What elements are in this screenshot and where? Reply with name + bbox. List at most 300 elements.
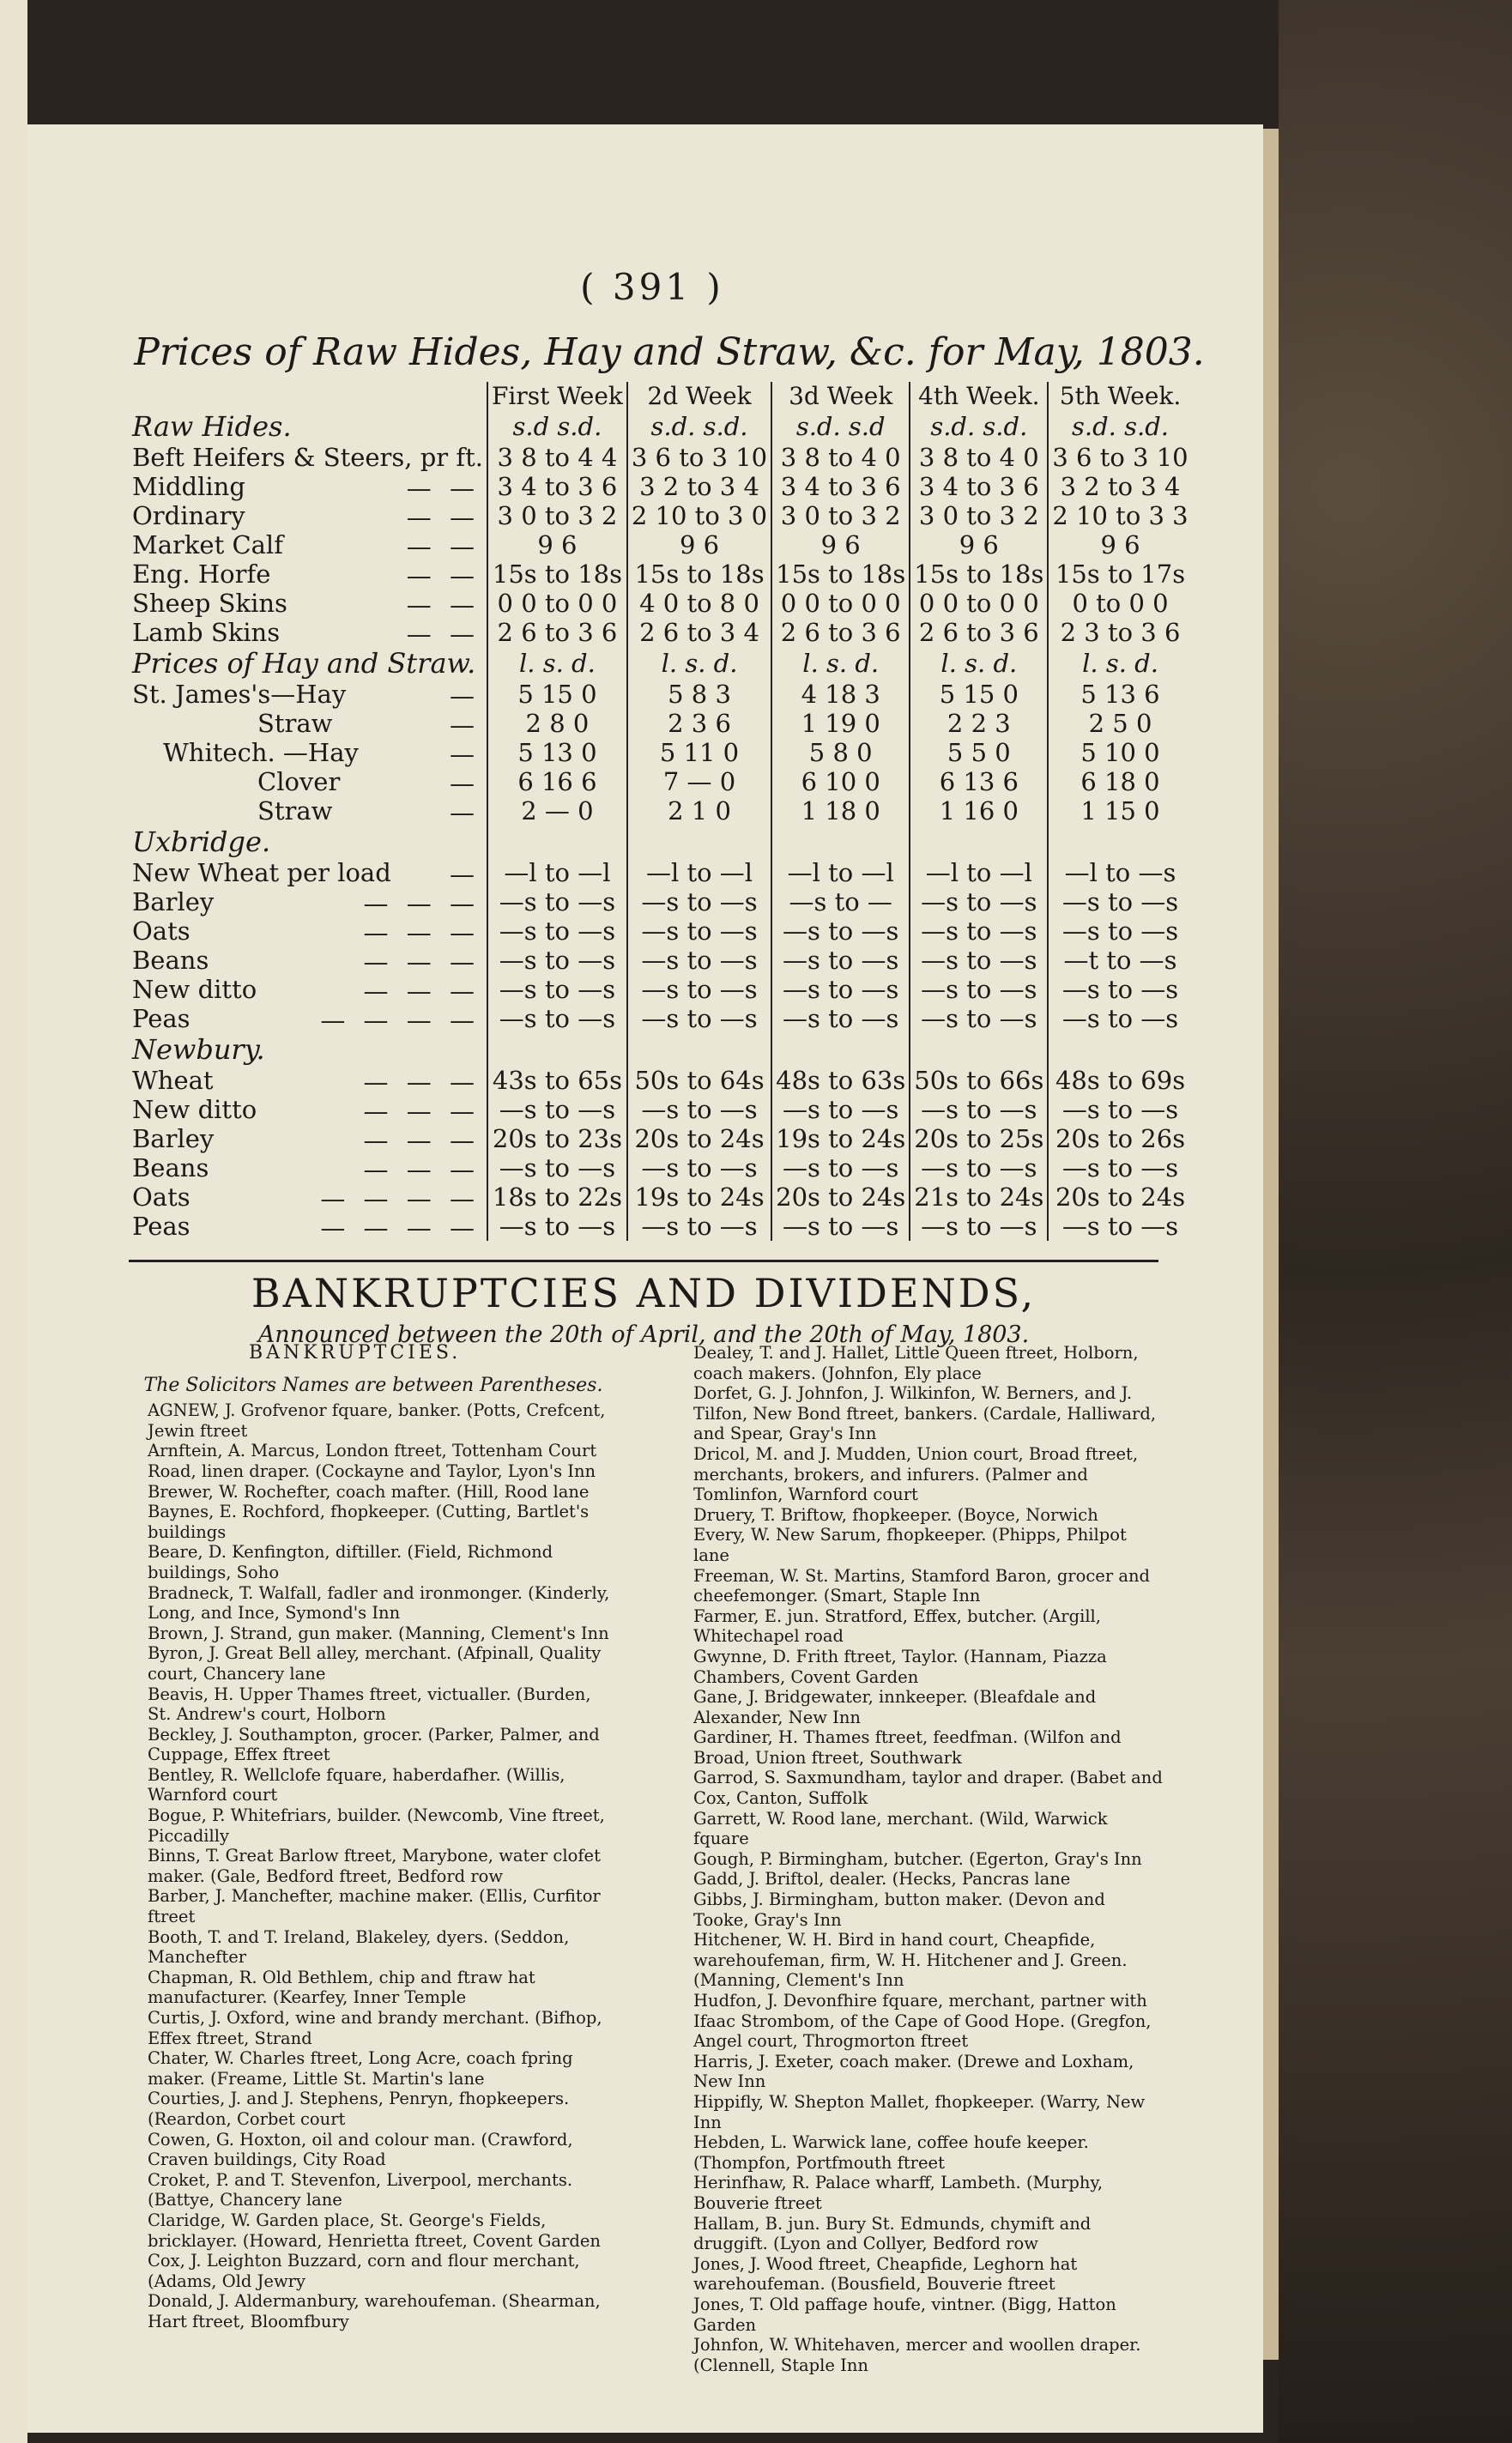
price-cell: 3 4 to 3 6 bbox=[487, 472, 627, 501]
price-cell: —s to —s bbox=[487, 916, 627, 946]
unit-label: s.d. s.d. bbox=[910, 410, 1048, 443]
price-row bbox=[129, 796, 1192, 825]
price-cell: —s to —s bbox=[1048, 916, 1191, 946]
price-cell: 2 3 to 3 6 bbox=[1048, 618, 1191, 647]
price-row bbox=[129, 618, 1192, 647]
price-cell: 2 6 to 3 6 bbox=[487, 618, 627, 647]
leader-dashes: — — — bbox=[363, 1155, 480, 1184]
row-label: Beans bbox=[132, 1153, 209, 1182]
bankruptcy-entry: Dorfet, G. J. Johnfon, J. Wilkinfon, W. Berners, and J. Tilfon, New Bond ftreet, bankers. (Cardale, Halliward, and Spear, Gray's Inn bbox=[693, 1383, 1157, 1444]
bankruptcy-entry: Garrod, S. Saxmundham, taylor and draper. (Babet and Cox, Canton, Suffolk bbox=[693, 1768, 1163, 1809]
price-row bbox=[129, 1212, 1192, 1241]
price-cell: —s to —s bbox=[771, 946, 910, 975]
price-cell: —s to —s bbox=[627, 887, 771, 916]
leader-dashes: — — — bbox=[363, 1126, 480, 1155]
price-cell: 20s to 24s bbox=[771, 1182, 910, 1212]
leader-dashes: — — — bbox=[363, 918, 480, 947]
price-cell: 2 6 to 3 4 bbox=[627, 618, 771, 647]
price-cell: 15s to 18s bbox=[627, 559, 771, 589]
bankruptcies-left-column bbox=[129, 1343, 618, 2332]
row-label: New Wheat per load bbox=[132, 858, 391, 887]
row-label-cell bbox=[129, 1066, 487, 1095]
bankruptcy-entry: Garrett, W. Rood lane, merchant. (Wild, Warwick fquare bbox=[693, 1808, 1108, 1849]
bankruptcies-title: BANKRUPTCIES AND DIVIDENDS, bbox=[251, 1270, 1037, 1316]
bankruptcy-entry: Arnftein, A. Marcus, London ftreet, Tottenham Court Road, linen draper. (Cockayne and Taylor, Lyon's Inn bbox=[148, 1441, 597, 1481]
bankruptcy-entry: Hitchener, W. H. Bird in hand court, Cheapfide, warehoufeman, firm, W. H. Hitchener and J. Green. (Manning, Clement's Inn bbox=[693, 1930, 1128, 1991]
price-row bbox=[129, 1004, 1192, 1033]
bankruptcy-entry: Every, W. New Sarum, fhopkeeper. (Phipps, Philpot lane bbox=[693, 1525, 1127, 1565]
price-cell: 50s to 66s bbox=[910, 1066, 1048, 1095]
price-cell: 2 6 to 3 6 bbox=[910, 618, 1048, 647]
week-header: 2d Week bbox=[627, 382, 771, 410]
price-cell: 5 13 0 bbox=[487, 738, 627, 767]
price-cell: 1 19 0 bbox=[771, 709, 910, 738]
section-row bbox=[129, 825, 1192, 858]
section-row bbox=[129, 1033, 1192, 1066]
week-header-row bbox=[129, 382, 1192, 410]
bankruptcy-entry: Cox, J. Leighton Buzzard, corn and flour merchant, (Adams, Old Jewry bbox=[148, 2251, 580, 2291]
bankruptcy-entry: Gane, J. Bridgewater, innkeeper. (Bleafdale and Alexander, New Inn bbox=[693, 1687, 1097, 1727]
bankruptcy-entry: Binns, T. Great Barlow ftreet, Marybone, water clofet maker. (Gale, Bedford ftreet, Bedford row bbox=[148, 1846, 601, 1886]
price-cell: 15s to 18s bbox=[910, 559, 1048, 589]
bankruptcy-entry: Herinfhaw, R. Palace wharff, Lambeth. (Murphy, Bouverie ftreet bbox=[693, 2173, 1104, 2213]
row-label: Ordinary bbox=[132, 501, 245, 530]
unit-label: s.d. s.d. bbox=[627, 410, 771, 443]
row-label-cell bbox=[129, 858, 487, 887]
price-cell: —s to —s bbox=[1048, 1095, 1191, 1124]
price-cell: —s to —s bbox=[910, 1212, 1048, 1241]
price-cell: 5 8 3 bbox=[627, 680, 771, 709]
leader-dashes: — — bbox=[406, 474, 480, 503]
price-cell: —s to —s bbox=[771, 975, 910, 1004]
row-label: Lamb Skins bbox=[132, 618, 281, 647]
row-label: New ditto bbox=[132, 1095, 257, 1124]
price-cell: —s to —s bbox=[910, 1153, 1048, 1182]
price-cell: 3 0 to 3 2 bbox=[910, 501, 1048, 530]
leader-dashes: — bbox=[449, 681, 480, 711]
unit-label: l. s. d. bbox=[771, 647, 910, 680]
price-cell: —l to —s bbox=[1048, 858, 1191, 887]
bankruptcy-list-left bbox=[129, 1400, 618, 2331]
bankruptcy-entry: Claridge, W. Garden place, St. George's Fields, bricklayer. (Howard, Henrietta ftreet, Covent Garden bbox=[148, 2210, 601, 2251]
section-row bbox=[129, 647, 1192, 680]
price-cell: 6 18 0 bbox=[1048, 767, 1191, 796]
price-cell: 3 2 to 3 4 bbox=[627, 472, 771, 501]
price-row bbox=[129, 916, 1192, 946]
bankruptcy-entry: Hippifly, W. Shepton Mallet, fhopkeeper. (Warry, New Inn bbox=[693, 2091, 1146, 2132]
row-label: Clover bbox=[257, 767, 341, 796]
price-cell: —s to —s bbox=[627, 975, 771, 1004]
unit-label: l. s. d. bbox=[1048, 647, 1191, 680]
bankruptcy-entry: Beare, D. Kenfington, diftiller. (Field, Richmond buildings, Soho bbox=[148, 1542, 553, 1582]
price-cell: 15s to 18s bbox=[487, 559, 627, 589]
price-cell: 9 6 bbox=[487, 530, 627, 559]
price-cell: —s to —s bbox=[910, 975, 1048, 1004]
price-cell: 5 15 0 bbox=[487, 680, 627, 709]
price-cell: 6 13 6 bbox=[910, 767, 1048, 796]
leader-dashes: — bbox=[449, 860, 480, 889]
row-label-cell bbox=[129, 443, 487, 472]
price-cell: 3 0 to 3 2 bbox=[487, 501, 627, 530]
price-cell: 9 6 bbox=[910, 530, 1048, 559]
row-label-cell bbox=[129, 1182, 487, 1212]
price-row bbox=[129, 975, 1192, 1004]
price-cell: 5 5 0 bbox=[910, 738, 1048, 767]
price-cell: 20s to 23s bbox=[487, 1124, 627, 1153]
leader-dashes: — — — bbox=[363, 977, 480, 1006]
price-cell: 2 10 to 3 0 bbox=[627, 501, 771, 530]
price-row bbox=[129, 501, 1192, 530]
price-cell: —s to —s bbox=[487, 1153, 627, 1182]
row-label-cell bbox=[129, 916, 487, 946]
section-heading: Prices of Hay and Straw. bbox=[132, 647, 476, 680]
price-cell: —t to —s bbox=[1048, 946, 1191, 975]
price-cell: 5 10 0 bbox=[1048, 738, 1191, 767]
price-cell: —s to —s bbox=[487, 946, 627, 975]
price-cell: 43s to 65s bbox=[487, 1066, 627, 1095]
solicitors-note: The Solicitors Names are between Parentheses. bbox=[143, 1374, 603, 1396]
price-cell: —s to —s bbox=[910, 916, 1048, 946]
price-cell: 3 8 to 4 0 bbox=[910, 443, 1048, 472]
price-cell: 1 16 0 bbox=[910, 796, 1048, 825]
price-cell: 7 — 0 bbox=[627, 767, 771, 796]
unit-label: s.d. s.d. bbox=[1048, 410, 1191, 443]
leader-dashes: — — bbox=[406, 532, 480, 561]
price-cell: 3 4 to 3 6 bbox=[910, 472, 1048, 501]
price-cell: —s to —s bbox=[627, 1095, 771, 1124]
leader-dashes: — — bbox=[406, 561, 480, 590]
section-heading: Uxbridge. bbox=[132, 825, 271, 858]
bankruptcy-entry: Chapman, R. Old Bethlem, chip and ftraw hat manufacturer. (Kearfey, Inner Temple bbox=[148, 1967, 535, 2008]
price-cell: 6 10 0 bbox=[771, 767, 910, 796]
marbled-cover bbox=[1279, 0, 1512, 2443]
bankruptcy-entry: Harris, J. Exeter, coach maker. (Drewe and Loxham, New Inn bbox=[693, 2051, 1134, 2092]
bankruptcy-entry: AGNEW, J. Grofvenor fquare, banker. (Potts, Crefcent, Jewin ftreet bbox=[148, 1400, 606, 1441]
price-cell: —l to —l bbox=[487, 858, 627, 887]
row-label-cell bbox=[129, 589, 487, 618]
price-cell: —l to —l bbox=[771, 858, 910, 887]
unit-label: l. s. d. bbox=[627, 647, 771, 680]
week-header: 4th Week. bbox=[910, 382, 1048, 410]
price-cell: —s to —s bbox=[487, 1212, 627, 1241]
row-label: Oats bbox=[132, 916, 191, 946]
price-cell: —l to —l bbox=[910, 858, 1048, 887]
price-cell: 2 — 0 bbox=[487, 796, 627, 825]
price-cell: 5 8 0 bbox=[771, 738, 910, 767]
price-row bbox=[129, 767, 1192, 796]
price-cell: 3 4 to 3 6 bbox=[771, 472, 910, 501]
row-label-cell bbox=[129, 767, 487, 796]
price-cell: —s to —s bbox=[487, 1095, 627, 1124]
price-cell: 3 8 to 4 0 bbox=[771, 443, 910, 472]
leader-dashes: — — — bbox=[363, 947, 480, 977]
bankruptcy-entry: Barber, J. Manchefter, machine maker. (Ellis, Curfitor ftreet bbox=[148, 1886, 601, 1927]
row-label-cell bbox=[129, 680, 487, 709]
price-cell: 2 6 to 3 6 bbox=[771, 618, 910, 647]
price-cell: 2 3 6 bbox=[627, 709, 771, 738]
price-cell: 5 13 6 bbox=[1048, 680, 1191, 709]
price-cell: —s to —s bbox=[1048, 1004, 1191, 1033]
bankruptcy-entry: Bogue, P. Whitefriars, builder. (Newcomb, Vine ftreet, Piccadilly bbox=[148, 1805, 605, 1846]
bankruptcy-entry: Bentley, R. Wellclofe fquare, haberdafher. (Willis, Warnford court bbox=[148, 1764, 565, 1805]
price-cell: 0 0 to 0 0 bbox=[910, 589, 1048, 618]
price-row bbox=[129, 443, 1192, 472]
price-cell: —s to —s bbox=[627, 916, 771, 946]
leader-dashes: — bbox=[449, 798, 480, 827]
price-cell: —s to — bbox=[771, 887, 910, 916]
row-label-cell bbox=[129, 946, 487, 975]
row-label: Beft Heifers & Steers, pr ft. bbox=[132, 443, 483, 472]
bankruptcies-header: BANKRUPTCIES. bbox=[249, 1342, 462, 1364]
leader-dashes: — bbox=[449, 740, 480, 769]
row-label-cell bbox=[129, 975, 487, 1004]
price-cell: 0 0 to 0 0 bbox=[487, 589, 627, 618]
row-label: Beans bbox=[132, 946, 209, 975]
unit-label: s.d. s.d bbox=[771, 410, 910, 443]
bankruptcy-entry: Farmer, E. jun. Stratford, Effex, butcher. (Argill, Whitechapel road bbox=[693, 1605, 1101, 1647]
price-row bbox=[129, 1066, 1192, 1095]
row-label-cell bbox=[129, 887, 487, 916]
price-cell: 9 6 bbox=[627, 530, 771, 559]
row-label: Straw bbox=[257, 796, 333, 825]
price-row bbox=[129, 709, 1192, 738]
price-cell: 2 5 0 bbox=[1048, 709, 1191, 738]
price-cell: —s to —s bbox=[1048, 887, 1191, 916]
bankruptcy-entry: Hebden, L. Warwick lane, coffee houfe keeper. (Thompfon, Portfmouth ftreet bbox=[693, 2132, 1089, 2173]
price-cell: 20s to 24s bbox=[1048, 1182, 1191, 1212]
price-cell: —s to —s bbox=[1048, 975, 1191, 1004]
price-cell: 3 2 to 3 4 bbox=[1048, 472, 1191, 501]
price-cell: —s to —s bbox=[487, 887, 627, 916]
price-cell: 20s to 26s bbox=[1048, 1124, 1191, 1153]
price-cell: 0 to 0 0 bbox=[1048, 589, 1191, 618]
price-cell: 20s to 24s bbox=[627, 1124, 771, 1153]
price-cell: —s to —s bbox=[771, 1095, 910, 1124]
leader-dashes: — — — bbox=[363, 889, 480, 918]
row-label-cell bbox=[129, 618, 487, 647]
price-cell: 2 10 to 3 3 bbox=[1048, 501, 1191, 530]
price-cell: 9 6 bbox=[1048, 530, 1191, 559]
price-cell: 4 18 3 bbox=[771, 680, 910, 709]
price-row bbox=[129, 1095, 1192, 1124]
price-row bbox=[129, 1124, 1192, 1153]
leader-dashes: — — bbox=[406, 620, 480, 649]
price-cell: 5 11 0 bbox=[627, 738, 771, 767]
price-cell: —s to —s bbox=[627, 946, 771, 975]
price-cell: 1 18 0 bbox=[771, 796, 910, 825]
price-cell: —s to —s bbox=[487, 1004, 627, 1033]
leader-dashes: — — — — bbox=[320, 1006, 480, 1035]
price-cell: —s to —s bbox=[1048, 1212, 1191, 1241]
section-divider bbox=[129, 1260, 1158, 1262]
bankruptcy-entry: Beavis, H. Upper Thames ftreet, victualler. (Burden, St. Andrew's court, Holborn bbox=[148, 1684, 591, 1725]
bankruptcy-entry: Gadd, J. Briftol, dealer. (Hecks, Pancras lane bbox=[693, 1869, 1071, 1890]
price-cell: —s to —s bbox=[910, 887, 1048, 916]
price-cell: 0 0 to 0 0 bbox=[771, 589, 910, 618]
row-label-cell bbox=[129, 1095, 487, 1124]
price-cell: —s to —s bbox=[627, 1004, 771, 1033]
price-cell: —s to —s bbox=[910, 1095, 1048, 1124]
leader-dashes: — — — — bbox=[320, 1184, 480, 1213]
price-cell: —s to —s bbox=[910, 946, 1048, 975]
bankruptcy-entry: Johnfon, W. Whitehaven, mercer and woollen draper. (Clennell, Staple Inn bbox=[693, 2335, 1141, 2375]
unit-label: l. s. d. bbox=[910, 647, 1048, 680]
price-cell: 15s to 17s bbox=[1048, 559, 1191, 589]
row-label: Wheat bbox=[132, 1066, 214, 1095]
row-label: Eng. Horfe bbox=[132, 559, 271, 589]
leader-dashes: — — — bbox=[363, 1097, 480, 1126]
price-cell: 48s to 63s bbox=[771, 1066, 910, 1095]
row-label: Barley bbox=[132, 1124, 215, 1153]
price-cell: 3 6 to 3 10 bbox=[627, 443, 771, 472]
leader-dashes: — bbox=[449, 769, 480, 798]
price-cell: 3 8 to 4 4 bbox=[487, 443, 627, 472]
row-label: Peas bbox=[132, 1212, 191, 1241]
unit-label: l. s. d. bbox=[487, 647, 627, 680]
bankruptcy-entry: Booth, T. and T. Ireland, Blakeley, dyers. (Seddon, Manchefter bbox=[148, 1926, 570, 1968]
row-label: Sheep Skins bbox=[132, 589, 287, 618]
bankruptcy-list-right bbox=[674, 1343, 1164, 2375]
bankruptcy-entry: Dricol, M. and J. Mudden, Union court, Broad ftreet, merchants, brokers, and infurers. (Palmer and Tomlinfon, Warnford court bbox=[693, 1443, 1139, 1505]
row-label: Oats bbox=[132, 1182, 191, 1212]
bankruptcy-entry: Beckley, J. Southampton, grocer. (Parker, Palmer, and Cuppage, Effex ftreet bbox=[148, 1724, 600, 1765]
bankruptcy-entry: Bradneck, T. Walfall, fadler and ironmonger. (Kinderly, Long, and Ince, Symond's Inn bbox=[148, 1582, 610, 1624]
row-label-cell bbox=[129, 501, 487, 530]
section-row bbox=[129, 410, 1192, 443]
price-cell: 6 16 6 bbox=[487, 767, 627, 796]
row-label-cell bbox=[129, 530, 487, 559]
bankruptcy-entry: Baynes, E. Rochford, fhopkeeper. (Cutting, Bartlet's buildings bbox=[148, 1502, 590, 1542]
price-cell: 2 1 0 bbox=[627, 796, 771, 825]
bankruptcy-entry: Gibbs, J. Birmingham, button maker. (Devon and Tooke, Gray's Inn bbox=[693, 1890, 1105, 1930]
price-cell: 3 6 to 3 10 bbox=[1048, 443, 1191, 472]
row-label-cell bbox=[129, 1124, 487, 1153]
prices-table bbox=[129, 382, 1192, 1241]
week-header: 5th Week. bbox=[1048, 382, 1191, 410]
bankruptcy-entry: Courties, J. and J. Stephens, Penryn, fhopkeepers. (Reardon, Corbet court bbox=[148, 2089, 570, 2129]
bankruptcy-entry: Brewer, W. Rochefter, coach mafter. (Hill, Rood lane bbox=[148, 1481, 590, 1502]
price-row bbox=[129, 559, 1192, 589]
price-cell: —s to —s bbox=[627, 1212, 771, 1241]
price-row bbox=[129, 472, 1192, 501]
leader-dashes: — — bbox=[406, 503, 480, 532]
price-cell: —s to —s bbox=[771, 1004, 910, 1033]
row-label: New ditto bbox=[132, 975, 257, 1004]
row-label-cell bbox=[129, 559, 487, 589]
week-header: First Week bbox=[487, 382, 627, 410]
row-label-cell bbox=[129, 472, 487, 501]
row-label: Straw bbox=[257, 709, 333, 738]
bankruptcy-entry: Jones, J. Wood ftreet, Cheapfide, Leghorn hat warehoufeman. (Bousfield, Bouverie ftreet bbox=[693, 2253, 1078, 2295]
price-cell: —s to —s bbox=[627, 1153, 771, 1182]
row-label: St. James's—Hay bbox=[132, 680, 347, 709]
price-cell: 18s to 22s bbox=[487, 1182, 627, 1212]
price-row bbox=[129, 680, 1192, 709]
section-heading: Newbury. bbox=[132, 1033, 265, 1066]
price-row bbox=[129, 1182, 1192, 1212]
row-label: Barley bbox=[132, 887, 215, 916]
bankruptcy-entry: Donald, J. Aldermanbury, warehoufeman. (Shearman, Hart ftreet, Bloomfbury bbox=[148, 2291, 601, 2331]
price-cell: —s to —s bbox=[910, 1004, 1048, 1033]
leader-dashes: — bbox=[449, 711, 480, 740]
week-header: 3d Week bbox=[771, 382, 910, 410]
price-cell: 9 6 bbox=[771, 530, 910, 559]
price-cell: —s to —s bbox=[771, 1153, 910, 1182]
row-label: Market Calf bbox=[132, 530, 283, 559]
price-cell: —s to —s bbox=[771, 1212, 910, 1241]
bankruptcy-entry: Gardiner, H. Thames ftreet, feedfman. (Wilfon and Broad, Union ftreet, Southwark bbox=[693, 1727, 1122, 1768]
price-row bbox=[129, 589, 1192, 618]
price-row bbox=[129, 858, 1192, 887]
bankruptcy-entry: Brown, J. Strand, gun maker. (Manning, Clement's Inn bbox=[148, 1623, 609, 1643]
page-title: Prices of Raw Hides, Hay and Straw, &c. for May, 1803. bbox=[134, 330, 1205, 374]
price-cell: 50s to 64s bbox=[627, 1066, 771, 1095]
bankruptcy-entry: Curtis, J. Oxford, wine and brandy merchant. (Bifhop, Effex ftreet, Strand bbox=[148, 2008, 602, 2048]
price-cell: 4 0 to 8 0 bbox=[627, 589, 771, 618]
row-label-cell bbox=[129, 1153, 487, 1182]
price-cell: 2 8 0 bbox=[487, 709, 627, 738]
bankruptcy-entry: Hudfon, J. Devonfhire fquare, merchant, partner with Ifaac Strombom, of the Cape of Good Hope. (Gregfon, Angel court, Throgmorton ftreet bbox=[693, 1991, 1152, 2052]
price-cell: 19s to 24s bbox=[627, 1182, 771, 1212]
unit-label: s.d s.d. bbox=[487, 410, 627, 443]
bankruptcies-right-column bbox=[674, 1343, 1164, 2375]
bankruptcy-entry: Cowen, G. Hoxton, oil and colour man. (Crawford, Craven buildings, City Road bbox=[148, 2129, 573, 2170]
bankruptcy-entry: Gough, P. Birmingham, butcher. (Egerton, Gray's Inn bbox=[693, 1848, 1142, 1869]
price-cell: 21s to 24s bbox=[910, 1182, 1048, 1212]
price-cell: 48s to 69s bbox=[1048, 1066, 1191, 1095]
section-heading: Raw Hides. bbox=[132, 410, 292, 443]
price-cell: —s to —s bbox=[487, 975, 627, 1004]
price-row bbox=[129, 887, 1192, 916]
row-label-cell bbox=[129, 1212, 487, 1241]
price-cell: 1 15 0 bbox=[1048, 796, 1191, 825]
price-cell: —s to —s bbox=[771, 916, 910, 946]
bankruptcy-entry: Jones, T. Old paffage houfe, vintner. (Bigg, Hatton Garden bbox=[693, 2294, 1116, 2335]
price-cell: 5 15 0 bbox=[910, 680, 1048, 709]
row-label-cell bbox=[129, 796, 487, 825]
price-row bbox=[129, 530, 1192, 559]
price-cell: 15s to 18s bbox=[771, 559, 910, 589]
bankruptcy-entry: Chater, W. Charles ftreet, Long Acre, coach fpring maker. (Freame, Little St. Martin's lane bbox=[148, 2048, 573, 2089]
price-cell: —s to —s bbox=[1048, 1153, 1191, 1182]
row-label-cell bbox=[129, 1004, 487, 1033]
price-cell: 19s to 24s bbox=[771, 1124, 910, 1153]
price-cell: 20s to 25s bbox=[910, 1124, 1048, 1153]
price-cell: 3 0 to 3 2 bbox=[771, 501, 910, 530]
row-label: Middling bbox=[132, 472, 245, 501]
leader-dashes: — — bbox=[406, 590, 480, 620]
price-row bbox=[129, 946, 1192, 975]
row-label-cell bbox=[129, 709, 487, 738]
price-row bbox=[129, 1153, 1192, 1182]
page-number: ( 391 ) bbox=[580, 266, 724, 308]
bankruptcy-entry: Freeman, W. St. Martins, Stamford Baron, grocer and cheefemonger. (Smart, Staple Inn bbox=[693, 1565, 1151, 1606]
price-cell: 2 2 3 bbox=[910, 709, 1048, 738]
bankruptcy-entry: Hallam, B. jun. Bury St. Edmunds, chymift and druggift. (Lyon and Collyer, Bedford row bbox=[693, 2213, 1092, 2254]
page-edge-stack bbox=[1263, 129, 1280, 2360]
bankruptcy-entry: Dealey, T. and J. Hallet, Little Queen ftreet, Holborn, coach makers. (Johnfon, Ely place bbox=[693, 1343, 1139, 1383]
bankruptcy-entry: Croket, P. and T. Stevenfon, Liverpool, merchants. (Battye, Chancery lane bbox=[148, 2169, 573, 2210]
bankruptcy-entry: Druery, T. Briftow, fhopkeeper. (Boyce, Norwich bbox=[693, 1504, 1098, 1525]
row-label-cell bbox=[129, 738, 487, 767]
facing-page-edge bbox=[0, 0, 27, 2443]
price-row bbox=[129, 738, 1192, 767]
leader-dashes: — — — bbox=[363, 1067, 480, 1097]
bankruptcy-entry: Byron, J. Great Bell alley, merchant. (Afpinall, Quality court, Chancery lane bbox=[148, 1643, 602, 1684]
leader-dashes: — — — — bbox=[320, 1213, 480, 1243]
bankruptcies-subtitle: Announced between the 20th of April, and the 20th of May, 1803. bbox=[257, 1321, 1030, 1348]
row-label: Peas bbox=[132, 1004, 191, 1033]
